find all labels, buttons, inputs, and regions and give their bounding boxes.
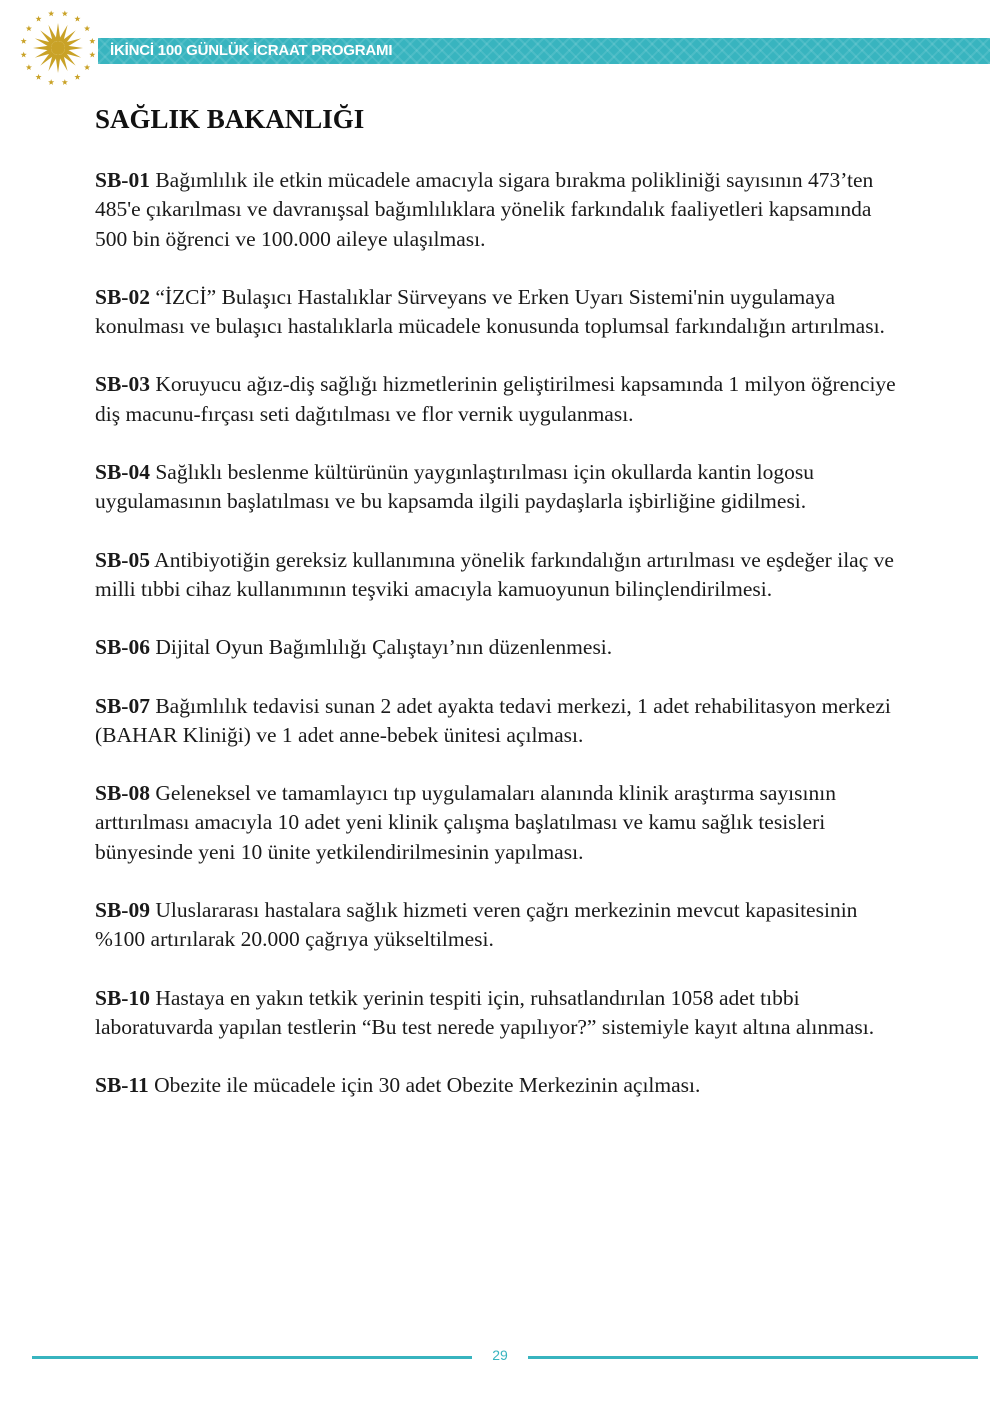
- list-item: [95, 984, 905, 1043]
- list-item: [95, 370, 905, 429]
- item-code: SB-02: [95, 284, 150, 309]
- list-item: [95, 779, 905, 867]
- list-item: [95, 633, 905, 662]
- item-code: SB-03: [95, 372, 150, 397]
- item-code: SB-05: [95, 547, 150, 572]
- item-code: SB-08: [95, 781, 150, 806]
- item-text: Geleneksel ve tamamlayıcı tıp uygulamaları alanında klinik araştırma sayısının arttırılması amacıyla 10 adet yeni klinik çalışma başlatılması ve kamu sağlık tesisleri bünyesinde yeni 10 ünite yetkilendirilmesinin yapılması.: [95, 781, 836, 864]
- list-item: [95, 283, 905, 342]
- list-item: [95, 458, 905, 517]
- item-code: SB-01: [95, 168, 150, 192]
- action-items-list: [95, 166, 905, 1130]
- item-text: “İZCİ” Bulaşıcı Hastalıklar Sürveyans ve Erken Uyarı Sistemi'nin uygulamaya konulması ve bulaşıcı hastalıklarla mücadele konusunda toplumsal farkındalığın artırılması.: [95, 284, 885, 339]
- list-item: [95, 692, 905, 751]
- item-text: Bağımlılık tedavisi sunan 2 adet ayakta tedavi merkezi, 1 adet rehabilitasyon merkezi (BAHAR Kliniği) ve 1 adet anne-bebek ünitesi açılması.: [95, 693, 891, 747]
- page-title: SAĞLIK BAKANLIĞI: [95, 104, 365, 134]
- item-code: SB-11: [95, 1073, 149, 1098]
- item-text: Uluslararası hastalara sağlık hizmeti veren çağrı merkezinin mevcut kapasitesinin %100 artırılarak 20.000 çağrıya yükseltilmesi.: [95, 898, 858, 952]
- item-code: SB-06: [95, 635, 150, 660]
- program-title: İKİNCİ 100 GÜNLÜK İCRAAT PROGRAMI: [110, 42, 393, 59]
- presidential-sun-emblem-icon: [16, 6, 100, 90]
- list-item: [95, 166, 905, 254]
- item-text: Obezite ile mücadele için 30 adet Obezite Merkezinin açılması.: [154, 1073, 701, 1098]
- item-text: Hastaya en yakın tetkik yerinin tespiti için, ruhsatlandırılan 1058 adet tıbbi laboratuvarda yapılan testlerin “Bu test nerede yapılıyor?” sistemiyle kayıt altına alınması.: [95, 985, 875, 1039]
- page-number: 29: [492, 1347, 508, 1363]
- item-text: Koruyucu ağız-diş sağlığı hizmetlerinin geliştirilmesi kapsamında 1 milyon öğrenciye diş macunu-fırçası seti dağıtılması ve flor vernik uygulanması.: [95, 372, 896, 426]
- item-code: SB-04: [95, 460, 150, 485]
- item-code: SB-07: [95, 693, 150, 718]
- footer-divider-left: [32, 1356, 472, 1359]
- footer-divider-right: [528, 1356, 978, 1359]
- item-text: Dijital Oyun Bağımlılığı Çalıştayı’nın düzenlenmesi.: [155, 635, 613, 660]
- item-text: Antibiyotiğin gereksiz kullanımına yönelik farkındalığın artırılması ve eşdeğer ilaç ve milli tıbbi cihaz kullanımının teşviki amacıyla kamuoyunun bilinçlendirilmesi.: [95, 547, 894, 601]
- list-item: [95, 1071, 905, 1100]
- list-item: [95, 546, 905, 605]
- item-code: SB-10: [95, 985, 150, 1010]
- list-item: [95, 896, 905, 955]
- item-text: Bağımlılık ile etkin mücadele amacıyla sigara bırakma polikliniği sayısının 473’ten 485'e çıkarılması ve davranışsal bağımlılıklara yönelik farkındalık faaliyetleri kapsamında 500 bin öğrenci ve 100.000 aileye ulaşılması.: [95, 168, 874, 251]
- item-code: SB-09: [95, 898, 150, 923]
- item-text: Sağlıklı beslenme kültürünün yaygınlaştırılması için okullarda kantin logosu uygulamasının başlatılması ve bu kapsamda ilgili paydaşlarla işbirliğine gidilmesi.: [95, 460, 814, 514]
